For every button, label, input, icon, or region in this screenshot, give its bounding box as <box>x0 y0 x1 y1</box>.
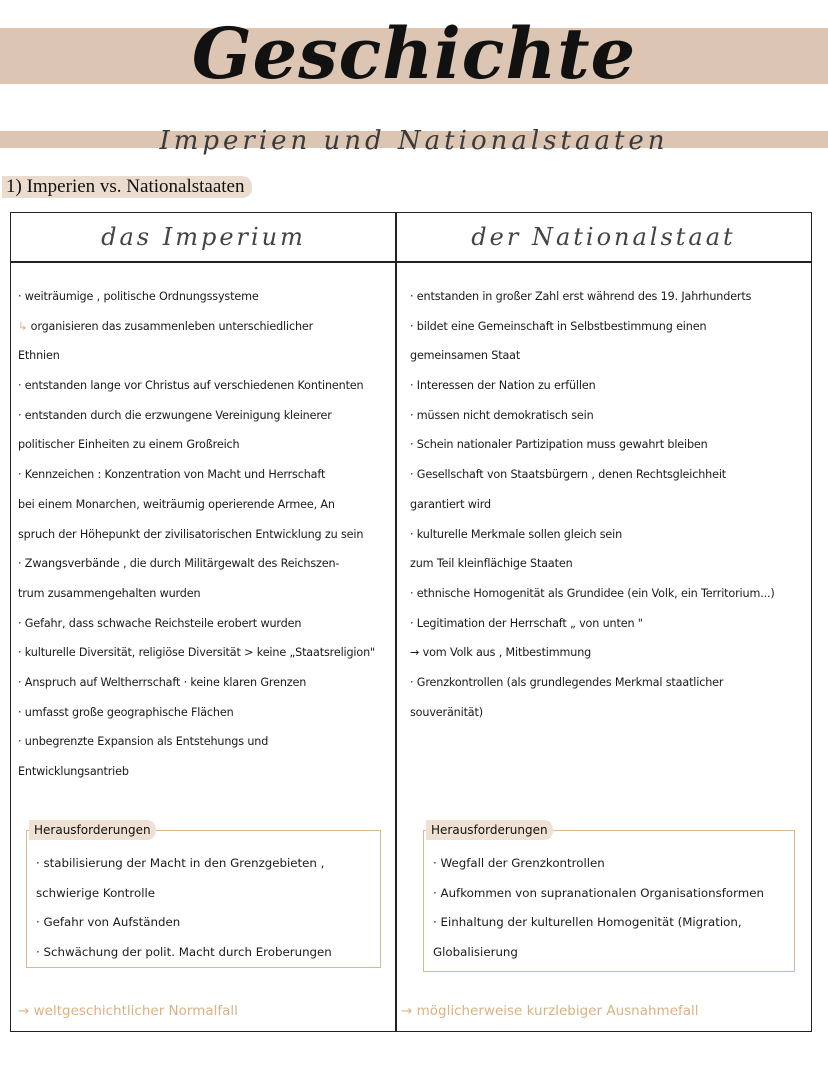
list-item: souveränität) <box>410 705 483 719</box>
challenges-list <box>433 849 764 967</box>
list-item: · Schein nationaler Partizipation muss gewahrt bleiben <box>410 438 708 452</box>
list-item: · bildet eine Gemeinschaft in Selbstbestimmung einen <box>410 319 707 333</box>
list-item: · Legitimation der Herrschaft „ von unten " <box>410 616 643 630</box>
list-item: · Gefahr, dass schwache Reichsteile erobert wurden <box>18 616 302 630</box>
page-title: Geschichte <box>191 12 637 95</box>
list-item: politischer Einheiten zu einem Großreich <box>18 438 240 452</box>
list-item: Ethnien <box>18 349 60 363</box>
list-item: · müssen nicht demokratisch sein <box>410 408 594 422</box>
list-item: · Interessen der Nation zu erfüllen <box>410 379 596 393</box>
nationalstaat-conclusion: → möglicherweise kurzlebiger Ausnahmefall <box>401 1003 699 1019</box>
list-item: zum Teil kleinflächige Staaten <box>410 557 573 571</box>
list-item: · Schwächung der polit. Macht durch Eroberungen <box>36 944 332 959</box>
list-item: · Einhaltung der kulturellen Homogenität (Migration, <box>433 915 742 929</box>
challenges-label: Herausforderungen <box>29 820 156 840</box>
list-item: · weiträumige , politische Ordnungssysteme <box>18 290 259 303</box>
list-item: · umfasst große geographische Flächen <box>18 705 234 719</box>
list-item: · unbegrenzte Expansion als Entstehungs und <box>18 735 269 749</box>
list-item: bei einem Monarchen, weiträumig operierende Armee, An <box>18 497 335 511</box>
nationalstaat-challenges-box <box>423 823 795 972</box>
list-item: trum zusammengehalten wurden <box>18 586 201 600</box>
list-item: garantiert wird <box>410 497 491 511</box>
list-item: Entwicklungsantrieb <box>18 765 129 778</box>
list-item: ↳ organisieren das zusammenleben unterschiedlicher <box>18 319 314 333</box>
column-divider <box>395 212 397 1032</box>
list-item: · kulturelle Merkmale sollen gleich sein <box>410 527 623 541</box>
list-item: · Kennzeichen : Konzentration von Macht und Herrschaft <box>18 468 326 482</box>
imperium-challenges-box <box>26 823 381 968</box>
imperium-conclusion: → weltgeschichtlicher Normalfall <box>18 1003 238 1019</box>
list-item: Globalisierung <box>433 944 518 959</box>
header-divider <box>10 261 812 263</box>
list-item: · Gesellschaft von Staatsbürgern , denen Rechtsgleichheit <box>410 468 727 482</box>
imperium-list <box>18 282 394 787</box>
list-item: · Zwangsverbände , die durch Militärgewalt des Reichszen- <box>18 557 340 571</box>
arrow-icon: ↳ <box>18 319 28 333</box>
list-item: · Grenzkontrollen (als grundlegendes Merkmal staatlicher <box>410 675 724 689</box>
list-item: · entstanden lange vor Christus auf verschiedenen Kontinenten <box>18 379 364 393</box>
list-item: · ethnische Homogenität als Grundidee (ein Volk, ein Territorium...) <box>410 586 775 600</box>
list-item: · Wegfall der Grenzkontrollen <box>433 856 605 870</box>
list-item: · entstanden durch die erzwungene Vereinigung kleinerer <box>18 408 332 422</box>
nationalstaat-list <box>410 282 810 727</box>
list-item: · Gefahr von Aufständen <box>36 915 181 929</box>
section-heading: 1) Imperien vs. Nationalstaaten <box>2 176 252 198</box>
list-item: · kulturelle Diversität, religiöse Diversität > keine „Staatsreligion" <box>18 646 376 660</box>
list-item: spruch der Höhepunkt der zivilisatorischen Entwicklung zu sein <box>18 527 364 541</box>
list-item: gemeinsamen Staat <box>410 349 521 363</box>
list-item: schwierige Kontrolle <box>36 885 156 900</box>
list-item: · stabilisierung der Macht in den Grenzgebieten , <box>36 856 325 870</box>
list-item: · Aufkommen von supranationalen Organisationsformen <box>433 885 764 900</box>
list-item: → vom Volk aus , Mitbestimmung <box>410 646 592 660</box>
column-heading-nationalstaat: der Nationalstaat <box>471 223 736 251</box>
challenges-list <box>36 849 332 967</box>
challenges-label: Herausforderungen <box>426 820 553 840</box>
list-item: · Anspruch auf Weltherrschaft · keine klaren Grenzen <box>18 675 307 689</box>
column-heading-imperium: das Imperium <box>101 223 306 251</box>
list-item: · entstanden in großer Zahl erst während des 19. Jahrhunderts <box>410 290 752 303</box>
page-subtitle: Imperien und Nationalstaaten <box>159 126 669 156</box>
